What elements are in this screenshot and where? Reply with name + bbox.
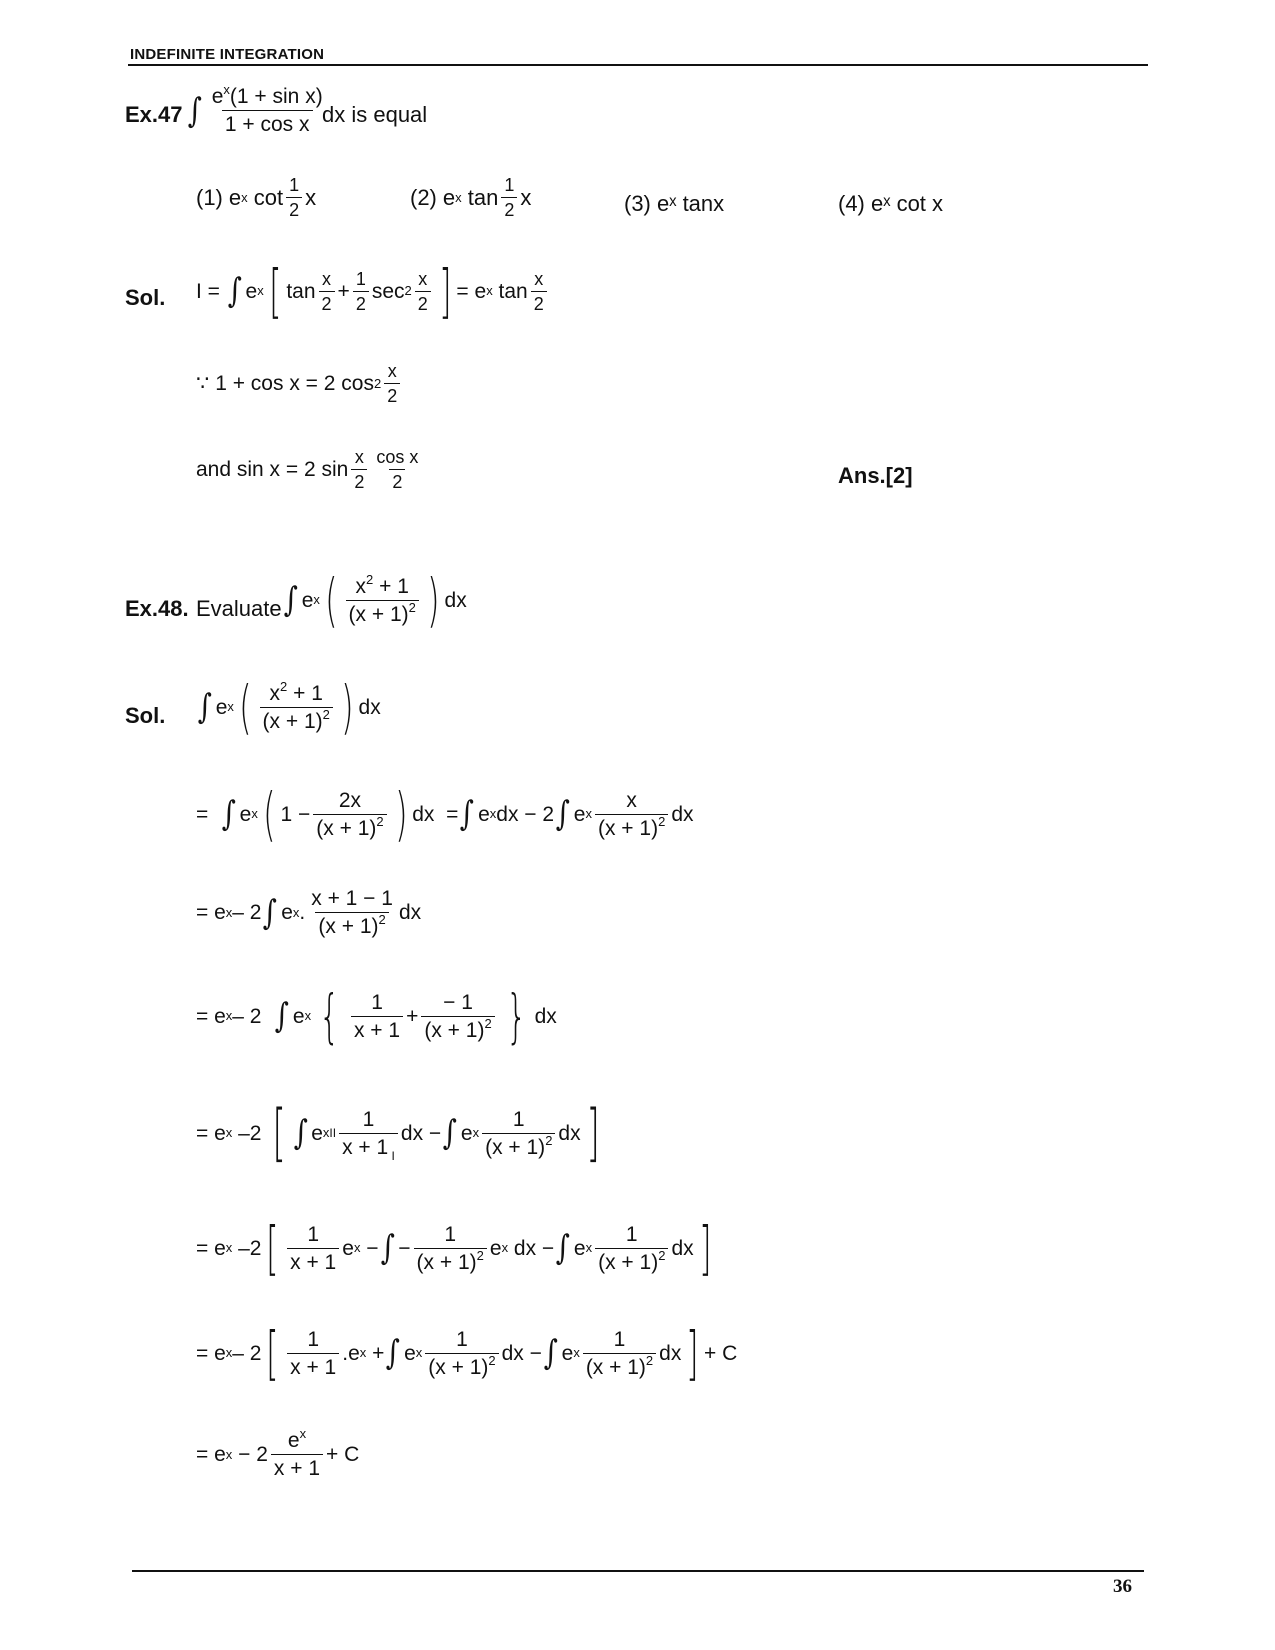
ex48-sol-label: Sol.	[125, 703, 166, 728]
ex47-label: Ex.47	[125, 102, 183, 127]
ex47-and-line: and sin x = 2 sin $\frac{x}{2}$ $\frac{\text{cos x}}{2}$	[196, 447, 419, 492]
ex47-option-2: (2) e x tan $\frac{1}{2}$ x	[410, 175, 532, 220]
page-number: 36	[1113, 1576, 1132, 1597]
ex48-step-1: ∫ e x ( $\frac{x^2 + 1}{(x + 1)^2}$ ) dx	[197, 673, 381, 741]
ex47-option-4: (4) eˣ cot x	[838, 191, 944, 216]
ex47-since-line: ∵ 1 + cos x = 2 cos 2 $\frac{x}{2}$	[196, 362, 403, 405]
ex48-step-7: = e x – 2 [ $\frac{1}{x + 1}$ .e x + ∫ e x $\frac{1}{(x + 1)^2}$ dx − ∫ e x $\frac{1}{(x + 1)^2}$ dx ] + C	[196, 1319, 738, 1387]
page-header-title: INDEFINITE INTEGRATION	[130, 46, 325, 63]
ex47-integral: ∫ $\frac{e^x(1 + \sin x)}{\text{1 + cos x}}$	[187, 82, 323, 136]
ex48-step-3: = e x – 2 ∫ e x . $\frac{x + 1 - 1}{(x + 1)^2}$ dx	[196, 887, 422, 938]
ex48-step-8: = e x − 2 $\frac{e^x}{x + 1}$ + C	[196, 1426, 360, 1480]
ex48-step-4: = e x – 2 ∫ e x { $\frac{1}{x + 1}$ + $\frac{- 1}{(x + 1)^2}$ } dx	[196, 982, 557, 1050]
ex47-option-1: (1) e x cot $\frac{1}{2}$ x	[196, 175, 317, 220]
ex48-integral: ∫ e x ( $\frac{x^2 + 1}{(x + 1)^2}$ ) dx	[283, 566, 467, 634]
ex48-step-2: = ∫ e x ( 1 − $\frac{2x}{(x + 1)^2}$ ) dx = ∫ e x dx − 2 ∫ e x $\frac{x}{(x + 1)^2}$ dx	[196, 780, 694, 848]
ex47-question-suffix: dx is equal	[322, 102, 428, 127]
ex48-step-5: = e x –2 [ ∫ e x II $\frac{1}{x + 1 _I}$ dx − ∫ e x $\frac{1}{(x + 1)^2}$ dx ]	[196, 1096, 600, 1169]
ex47-solution-line-1: I = ∫ e x [ tan $\frac{x}{2}$ + $\frac{1}{2}$ sec 2 $\frac{x}{2}$ ] = e x tan $\frac{x}{2}$	[196, 262, 550, 320]
ex48-label: Ex.48.	[125, 596, 189, 621]
ex48-step-6: = e x –2 [ $\frac{1}{x + 1}$ e x − ∫ − $\frac{1}{(x + 1)^2}$ e x dx − ∫ e x $\frac{1}{(x + 1)^2}$ dx ]	[196, 1214, 712, 1282]
ex47-sol-label: Sol.	[125, 285, 166, 310]
ex48-evaluate: Evaluate	[196, 596, 282, 621]
footer-rule	[132, 1570, 1144, 1572]
header-rule	[128, 64, 1148, 66]
ex47-option-3: (3) eˣ tanx	[624, 191, 725, 216]
ex47-answer: Ans.[2]	[838, 463, 913, 488]
